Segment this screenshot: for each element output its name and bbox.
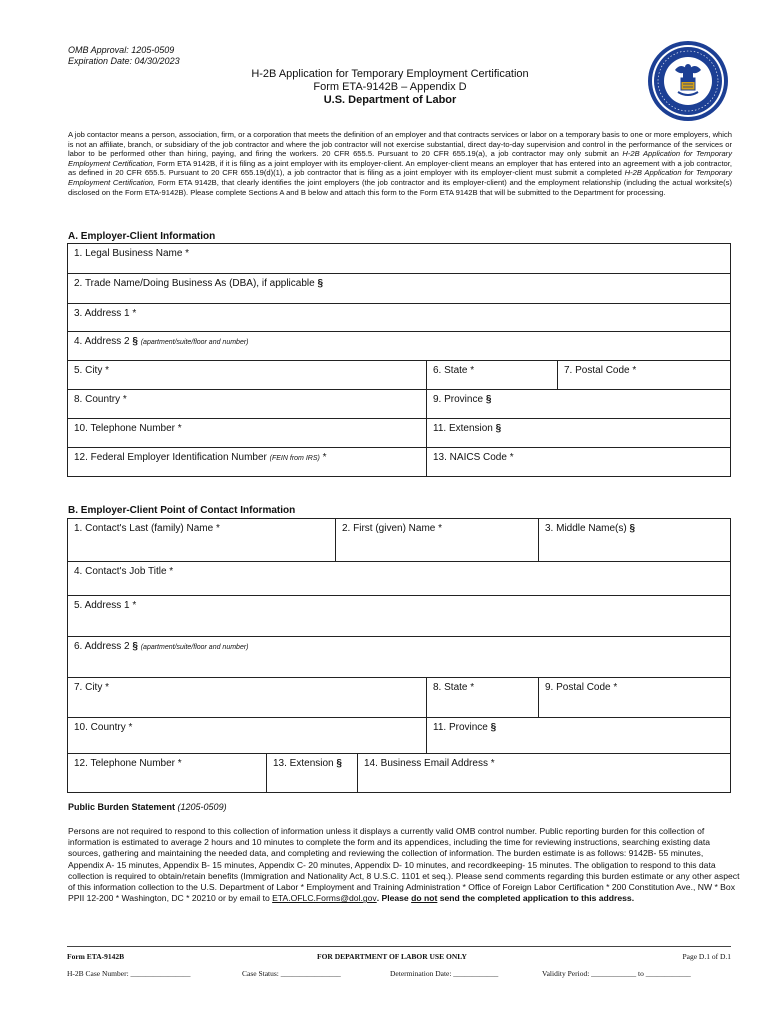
footer-page-number: Page D.1 of D.1 [682,952,731,961]
city-field[interactable]: 5. City * [74,365,110,376]
form-title [180,68,600,107]
omb-approval: OMB Approval: 1205-0509 [68,45,175,55]
omb-info [68,45,180,67]
footer-top-row [67,952,731,964]
footer-case-status: Case Status: ________________ [242,969,341,978]
country-field[interactable]: 8. Country * [74,394,127,405]
expiration-date: Expiration Date: 04/30/2023 [68,56,180,66]
burden-heading: Public Burden Statement (1205-0509) [68,802,227,812]
postal-code-field[interactable]: 7. Postal Code * [557,361,730,389]
address-1-field[interactable]: 3. Address 1 * [74,308,137,319]
contact-state-field[interactable]: 8. State * [426,678,538,717]
contact-address-1-field[interactable]: 5. Address 1 * [74,600,137,611]
dol-seal-icon [647,40,729,122]
contact-extension-field[interactable]: 13. Extension § [266,754,357,792]
contact-email-field[interactable]: 14. Business Email Address * [357,754,730,792]
intro-paragraph: A job contactor means a person, association, firm, or a corporation that meets the definition of an employer and that contracts services or labor on a temporary basis to one or more employers, which is not an affiliate, branch, or subsidiary of the job contractor and where the job contractor will not exercise substantial, direct day-to-day supervision and control in the performance of the services or labor to be performed other than hiring, paying, and firing the workers. 20 CFR 655.5. Pursuant to 20 CFR 655.19(a), a job contractor may only submit an H-2B Application for Temporary Employment Certification, Form ETA 9142B, if it is filing as a joint employer with its employer-client. An employer-client means an employer that has entered into an agreement with a job contractor, as defined in 20 CFR 655.5. Pursuant to 20 CFR 655.19(d)(1), a job contractor that is filing as a joint employer with its employer-client must submit a completed H-2B Application for Temporary Employment Certification, Form ETA 9142B, that clearly identifies the joint employers (the job contractor and its employer-client) and the employment relationship (including the actual worksite(s) disclosed on the Form ETA-9142B). Please complete Sections A and B below and attach this form to the Form ETA 9142B that will be submitted to the Department for processing. [68,130,732,197]
province-field[interactable]: 9. Province § [426,390,730,418]
section-a-grid [67,243,731,477]
section-a-heading: A. Employer-Client Information [68,231,216,242]
contact-telephone-field[interactable]: 12. Telephone Number * [74,758,182,769]
title-line-1: H-2B Application for Temporary Employment Certification [251,68,529,80]
contact-address-2-field[interactable]: 6. Address 2 § (apartment/suite/floor and number) [74,641,249,652]
contact-country-field[interactable]: 10. Country * [74,722,133,733]
state-field[interactable]: 6. State * [426,361,557,389]
burden-email-link[interactable]: ETA.OFLC.Forms@dol.gov [272,893,377,904]
fein-field[interactable]: 12. Federal Employer Identification Number (FEIN from IRS) * [74,452,327,463]
footer-case-number: H-2B Case Number: ________________ [67,969,191,978]
naics-code-field[interactable]: 13. NAICS Code * [426,448,730,476]
footer-divider [67,946,731,947]
contact-job-title-field[interactable]: 4. Contact's Job Title * [74,566,174,577]
title-line-2: Form ETA-9142B – Appendix D [313,81,467,93]
section-b-heading: B. Employer-Client Point of Contact Information [68,505,296,516]
contact-first-name-field[interactable]: 2. First (given) Name * [335,519,538,561]
extension-field[interactable]: 11. Extension § [426,419,730,447]
contact-middle-name-field[interactable]: 3. Middle Name(s) § [538,519,730,561]
contact-last-name-field[interactable]: 1. Contact's Last (family) Name * [74,523,220,534]
trade-name-field[interactable]: 2. Trade Name/Doing Business As (DBA), if applicable § [74,278,324,289]
footer-form-id: Form ETA-9142B [67,952,125,961]
section-b-grid [67,518,731,793]
contact-province-field[interactable]: 11. Province § [426,718,730,753]
legal-business-name-field[interactable]: 1. Legal Business Name * [74,248,190,259]
footer-validity-period: Validity Period: ____________ to ____________ [542,969,691,978]
contact-postal-code-field[interactable]: 9. Postal Code * [538,678,730,717]
footer-dol-use-only: FOR DEPARTMENT OF LABOR USE ONLY [317,952,467,961]
title-agency: U.S. Department of Labor [323,94,457,106]
address-2-field[interactable]: 4. Address 2 § (apartment/suite/floor and number) [74,336,249,347]
telephone-field[interactable]: 10. Telephone Number * [74,423,182,434]
footer-determination-date: Determination Date: ____________ [390,969,499,978]
burden-statement: Persons are not required to respond to this collection of information unless it displays a currently valid OMB control number. Public reporting burden for this collection of information is estimated to average 2 hours and 10 minutes to complete the form and its appendices, including the time for reviewing instructions, searching existing data sources, gathering and maintaining the needed data, and completing and reviewing the collection of information. The burden estimate is as follows: 9142B- 55 minutes, Appendix A- 15 minutes, Appendix B- 15 minutes, Appendix C- 20 minutes, Appendix D- 10 minutes, and recordkeeping- 15 minutes. The obligation to respond to this data collection is required to obtain/retain benefits (Immigration and Nationality Act, 8 U.S.C. 1101 et seq.). Please send comments regarding this burden estimate or any other aspect of this information collection to the U.S. Department of Labor * Employment and Training Administration * Office of Foreign Labor Certification * 200 Constitution Ave., NW * Box PPII 12-200 * Washington, DC * 20210 or by email to ETA.OFLC.Forms@dol.gov. Please do not send the completed application to this address. [68,826,740,904]
contact-city-field[interactable]: 7. City * [74,682,110,693]
footer-bottom-row [67,969,731,981]
